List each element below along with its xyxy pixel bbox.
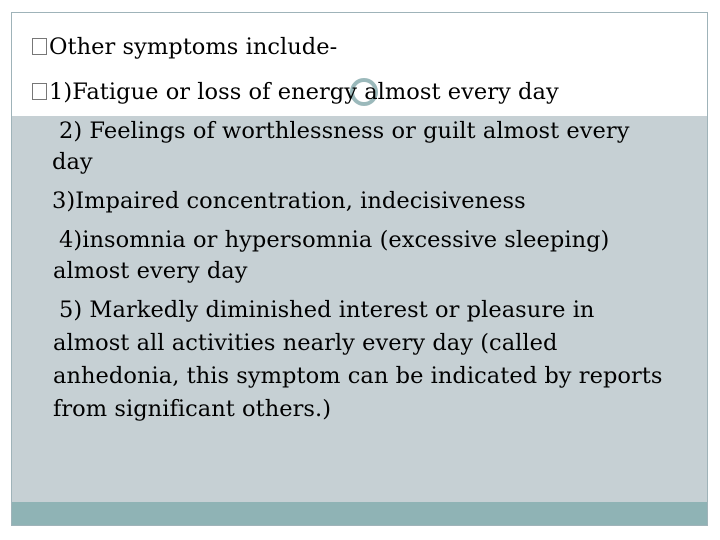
list-item-5-cont-2: anhedonia, this symptom can be indicated by reports <box>53 363 663 389</box>
line-text: Other symptoms include- <box>49 34 338 60</box>
list-item-3: 3)Impaired concentration, indecisiveness <box>52 188 526 214</box>
list-item-2-cont: day <box>52 149 93 175</box>
square-bullet-icon <box>32 38 47 55</box>
slide-footer-bar <box>12 502 707 525</box>
bullet-line-2 <box>32 78 559 106</box>
square-bullet-icon <box>32 83 47 100</box>
list-item-5-cont-3: from significant others.) <box>53 396 332 422</box>
bullet-line-1 <box>32 33 337 61</box>
list-item-4: 4)insomnia or hypersomnia (excessive sleeping) <box>59 227 610 253</box>
list-item-5-cont-1: almost all activities nearly every day (called <box>53 330 558 356</box>
list-item-2: 2) Feelings of worthlessness or guilt almost every <box>59 118 630 144</box>
list-item-5: 5) Markedly diminished interest or pleasure in <box>59 297 595 323</box>
list-item-4-cont: almost every day <box>53 258 248 284</box>
line-text: 1)Fatigue or loss of energy almost every day <box>49 79 559 105</box>
